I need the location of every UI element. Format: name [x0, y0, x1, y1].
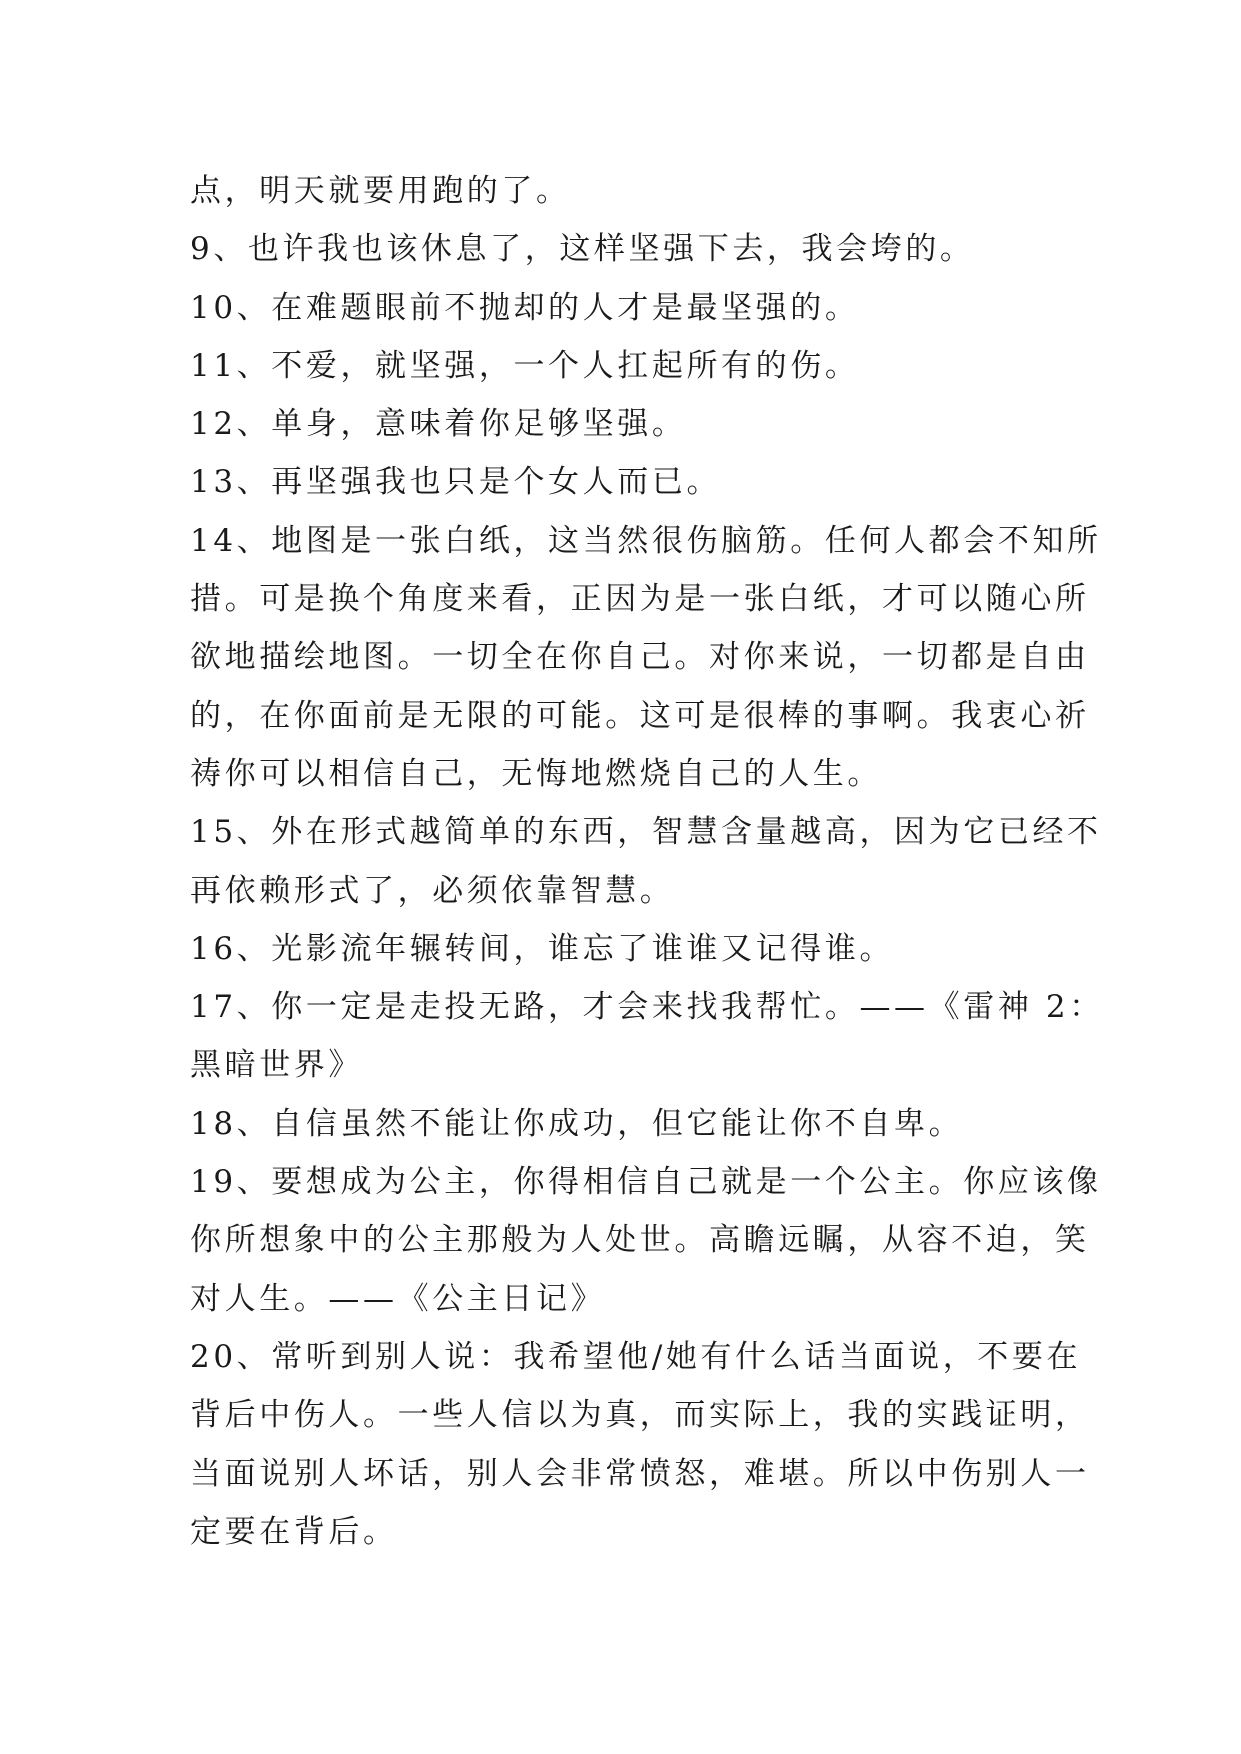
text-line: 的，在你面前是无限的可能。这可是很棒的事啊。我衷心祈 [190, 697, 1090, 734]
text-line: 17、你一定是走投无路，才会来找我帮忙。——《雷神 2： [190, 989, 1104, 1026]
text-line: 措。可是换个角度来看，正因为是一张白纸，才可以随心所 [190, 581, 1090, 618]
text-line: 18、自信虽然不能让你成功，但它能让你不自卑。 [190, 1105, 964, 1142]
text-line: 12、单身，意味着你足够坚强。 [190, 406, 687, 443]
text-line: 14、地图是一张白纸，这当然很伤脑筋。任何人都会不知所 [190, 522, 1102, 559]
text-line: 黑暗世界》 [190, 1047, 363, 1084]
document-body [190, 162, 1104, 1561]
text-line: 15、外在形式越简单的东西，智慧含量越高，因为它已经不 [190, 814, 1102, 851]
text-line: 再依赖形式了，必须依靠智慧。 [190, 872, 675, 909]
text-line: 当面说别人坏话，别人会非常愤怒，难堪。所以中伤别人一 [190, 1455, 1090, 1492]
text-line: 16、光影流年辗转间，谁忘了谁谁又记得谁。 [190, 930, 895, 967]
text-line: 你所想象中的公主那般为人处世。高瞻远瞩，从容不迫，笑 [190, 1222, 1090, 1259]
text-line: 点，明天就要用跑的了。 [190, 173, 571, 209]
text-line: 欲地描绘地图。一切全在你自己。对你来说，一切都是自由 [190, 639, 1090, 676]
text-line: 定要在背后。 [190, 1513, 398, 1550]
text-line: 9、也许我也该休息了，这样坚强下去，我会垮的。 [190, 231, 975, 268]
text-line: 13、再坚强我也只是个女人而已。 [190, 464, 722, 501]
text-line: 19、要想成为公主，你得相信自己就是一个公主。你应该像 [190, 1164, 1102, 1201]
text-line: 背后中伤人。一些人信以为真，而实际上，我的实践证明， [190, 1397, 1090, 1434]
text-line: 对人生。——《公主日记》 [190, 1280, 606, 1317]
text-line: 10、在难题眼前不抛却的人才是最坚强的。 [190, 289, 860, 326]
text-line: 11、不爱，就坚强，一个人扛起所有的伤。 [190, 347, 860, 384]
text-line: 祷你可以相信自己，无悔地燃烧自己的人生。 [190, 755, 882, 792]
text-line: 20、常听到别人说：我希望他/她有什么话当面说，不要在 [190, 1338, 1082, 1375]
